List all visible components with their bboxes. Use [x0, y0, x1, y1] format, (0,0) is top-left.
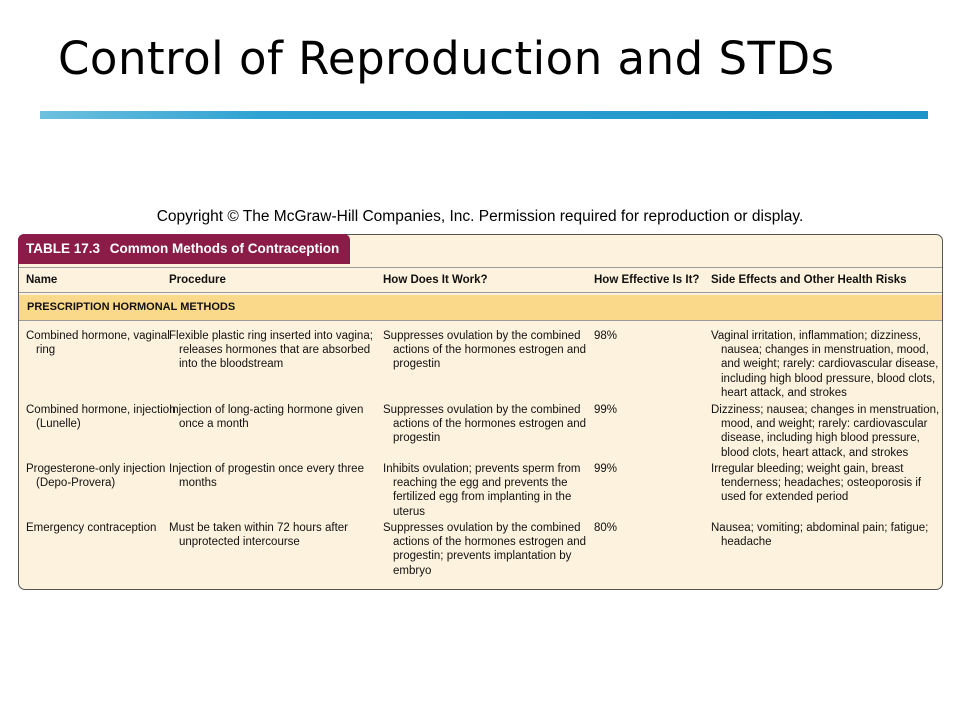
cell-procedure: Injection of long-acting hormone given once a month	[169, 404, 364, 431]
cell-effectiveness: 98%	[594, 330, 618, 342]
slide-title: Control of Reproduction and STDs	[58, 32, 835, 85]
cell-name: Combined hormone, injection (Lunelle)	[26, 404, 176, 431]
table-number: TABLE 17.3	[26, 241, 101, 256]
cell-side-effects: Irregular bleeding; weight gain, breast tenderness; headaches; osteoporosis if used for extended period	[711, 463, 922, 504]
cell-side-effects: Nausea; vomiting; abdominal pain; fatigue; headache	[711, 522, 929, 549]
cell-side-effects: Vaginal irritation, inflammation; dizziness, nausea; changes in menstruation, mood, and weight; rarely: cardiovascular disease, including high blood pressure, blood clots, heart attack, and strokes	[711, 330, 939, 399]
cell-procedure: Flexible plastic ring inserted into vagina; releases hormones that are absorbed into the bloodstream	[169, 330, 373, 371]
copyright-notice: Copyright © The McGraw-Hill Companies, Inc. Permission required for reproduction or display.	[156, 208, 804, 225]
table-header-row	[19, 267, 942, 293]
cell-name: Emergency contraception	[26, 522, 157, 534]
section-label: PRESCRIPTION HORMONAL METHODS	[27, 301, 236, 313]
cell-how-it-works: Suppresses ovulation by the combined actions of the hormones estrogen and progestin	[383, 330, 587, 371]
table-caption: Common Methods of Contraception	[109, 241, 340, 256]
cell-effectiveness: 80%	[594, 522, 618, 534]
section-header	[19, 295, 942, 321]
cell-effectiveness: 99%	[594, 463, 618, 475]
column-header-name: Name	[26, 274, 58, 286]
title-underline	[40, 111, 928, 119]
cell-side-effects: Dizziness; nausea; changes in menstruation, mood, and weight; rarely: cardiovascular disease, including high blood pressure, blood clots, heart attack, and strokes	[711, 404, 940, 459]
cell-how-it-works: Suppresses ovulation by the combined actions of the hormones estrogen and progestin	[383, 404, 587, 445]
column-header-procedure: Procedure	[169, 274, 226, 286]
column-header-how-it-works: How Does It Work?	[383, 274, 488, 286]
table-caption-tab	[18, 234, 350, 264]
cell-effectiveness: 99%	[594, 404, 618, 416]
column-header-side-effects: Side Effects and Other Health Risks	[711, 274, 907, 286]
column-header-effectiveness: How Effective Is It?	[594, 274, 700, 286]
contraception-table	[18, 234, 943, 590]
cell-name: Combined hormone, vaginal ring	[26, 330, 170, 357]
cell-name: Progesterone-only injection (Depo-Provera)	[26, 463, 166, 490]
cell-procedure: Must be taken within 72 hours after unprotected intercourse	[169, 522, 348, 549]
cell-how-it-works: Suppresses ovulation by the combined actions of the hormones estrogen and progestin; prevents implantation by embryo	[383, 522, 587, 577]
cell-procedure: Injection of progestin once every three months	[169, 463, 364, 490]
cell-how-it-works: Inhibits ovulation; prevents sperm from reaching the egg and prevents the fertilized egg from implanting in the uterus	[383, 463, 581, 518]
